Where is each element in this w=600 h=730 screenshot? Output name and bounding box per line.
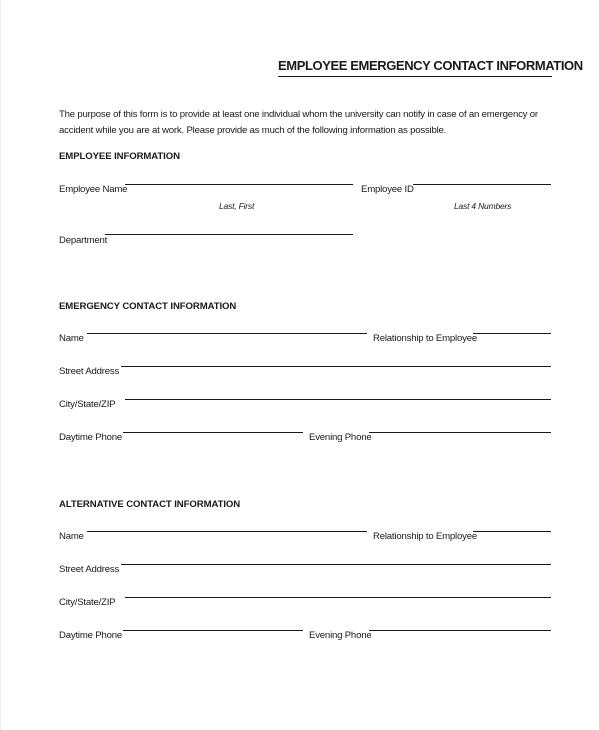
form-intro: The purpose of this form is to provide at least one individual whom the university can notify in case of an emergency or accident while you are at work. Please provide as much of the following information as possible. (59, 109, 538, 136)
emergency-name-field[interactable] (87, 333, 367, 334)
alternative-daytime-label: Daytime Phone (59, 630, 122, 641)
emergency-street-label: Street Address (59, 366, 120, 377)
employee-id-label: Employee ID (361, 184, 414, 195)
department-field[interactable] (105, 234, 353, 235)
emergency-evening-field[interactable] (369, 432, 551, 433)
alternative-name-field[interactable] (87, 531, 367, 532)
employee-id-field[interactable] (413, 184, 551, 185)
employee-name-field[interactable] (125, 184, 353, 185)
alternative-city-field[interactable] (125, 597, 551, 598)
alternative-evening-label: Evening Phone (309, 630, 372, 641)
alternative-street-label: Street Address (59, 564, 120, 575)
alternative-evening-field[interactable] (369, 630, 551, 631)
emergency-name-label: Name (59, 333, 84, 344)
emergency-street-field[interactable] (121, 366, 551, 367)
emergency-daytime-field[interactable] (123, 432, 303, 433)
emergency-section-heading: EMERGENCY CONTACT INFORMATION (59, 301, 237, 312)
alternative-city-label: City/State/ZIP (59, 597, 116, 608)
alternative-name-label: Name (59, 531, 84, 542)
employee-name-hint: Last, First (219, 201, 255, 211)
alternative-relationship-label: Relationship to Employee (373, 531, 477, 542)
emergency-city-field[interactable] (125, 399, 551, 400)
department-label: Department (59, 235, 108, 246)
emergency-relationship-label: Relationship to Employee (373, 333, 477, 344)
emergency-evening-label: Evening Phone (309, 432, 372, 443)
employee-id-hint: Last 4 Numbers (454, 201, 512, 211)
emergency-relationship-field[interactable] (473, 333, 551, 334)
alternative-relationship-field[interactable] (473, 531, 551, 532)
emergency-daytime-label: Daytime Phone (59, 432, 122, 443)
alternative-section-heading: ALTERNATIVE CONTACT INFORMATION (59, 499, 241, 510)
emergency-city-label: City/State/ZIP (59, 399, 116, 410)
alternative-street-field[interactable] (121, 564, 551, 565)
form-title: EMPLOYEE EMERGENCY CONTACT INFORMATION (278, 58, 552, 77)
employee-name-label: Employee Name (59, 184, 128, 195)
alternative-daytime-field[interactable] (123, 630, 303, 631)
employee-section-heading: EMPLOYEE INFORMATION (59, 151, 180, 162)
